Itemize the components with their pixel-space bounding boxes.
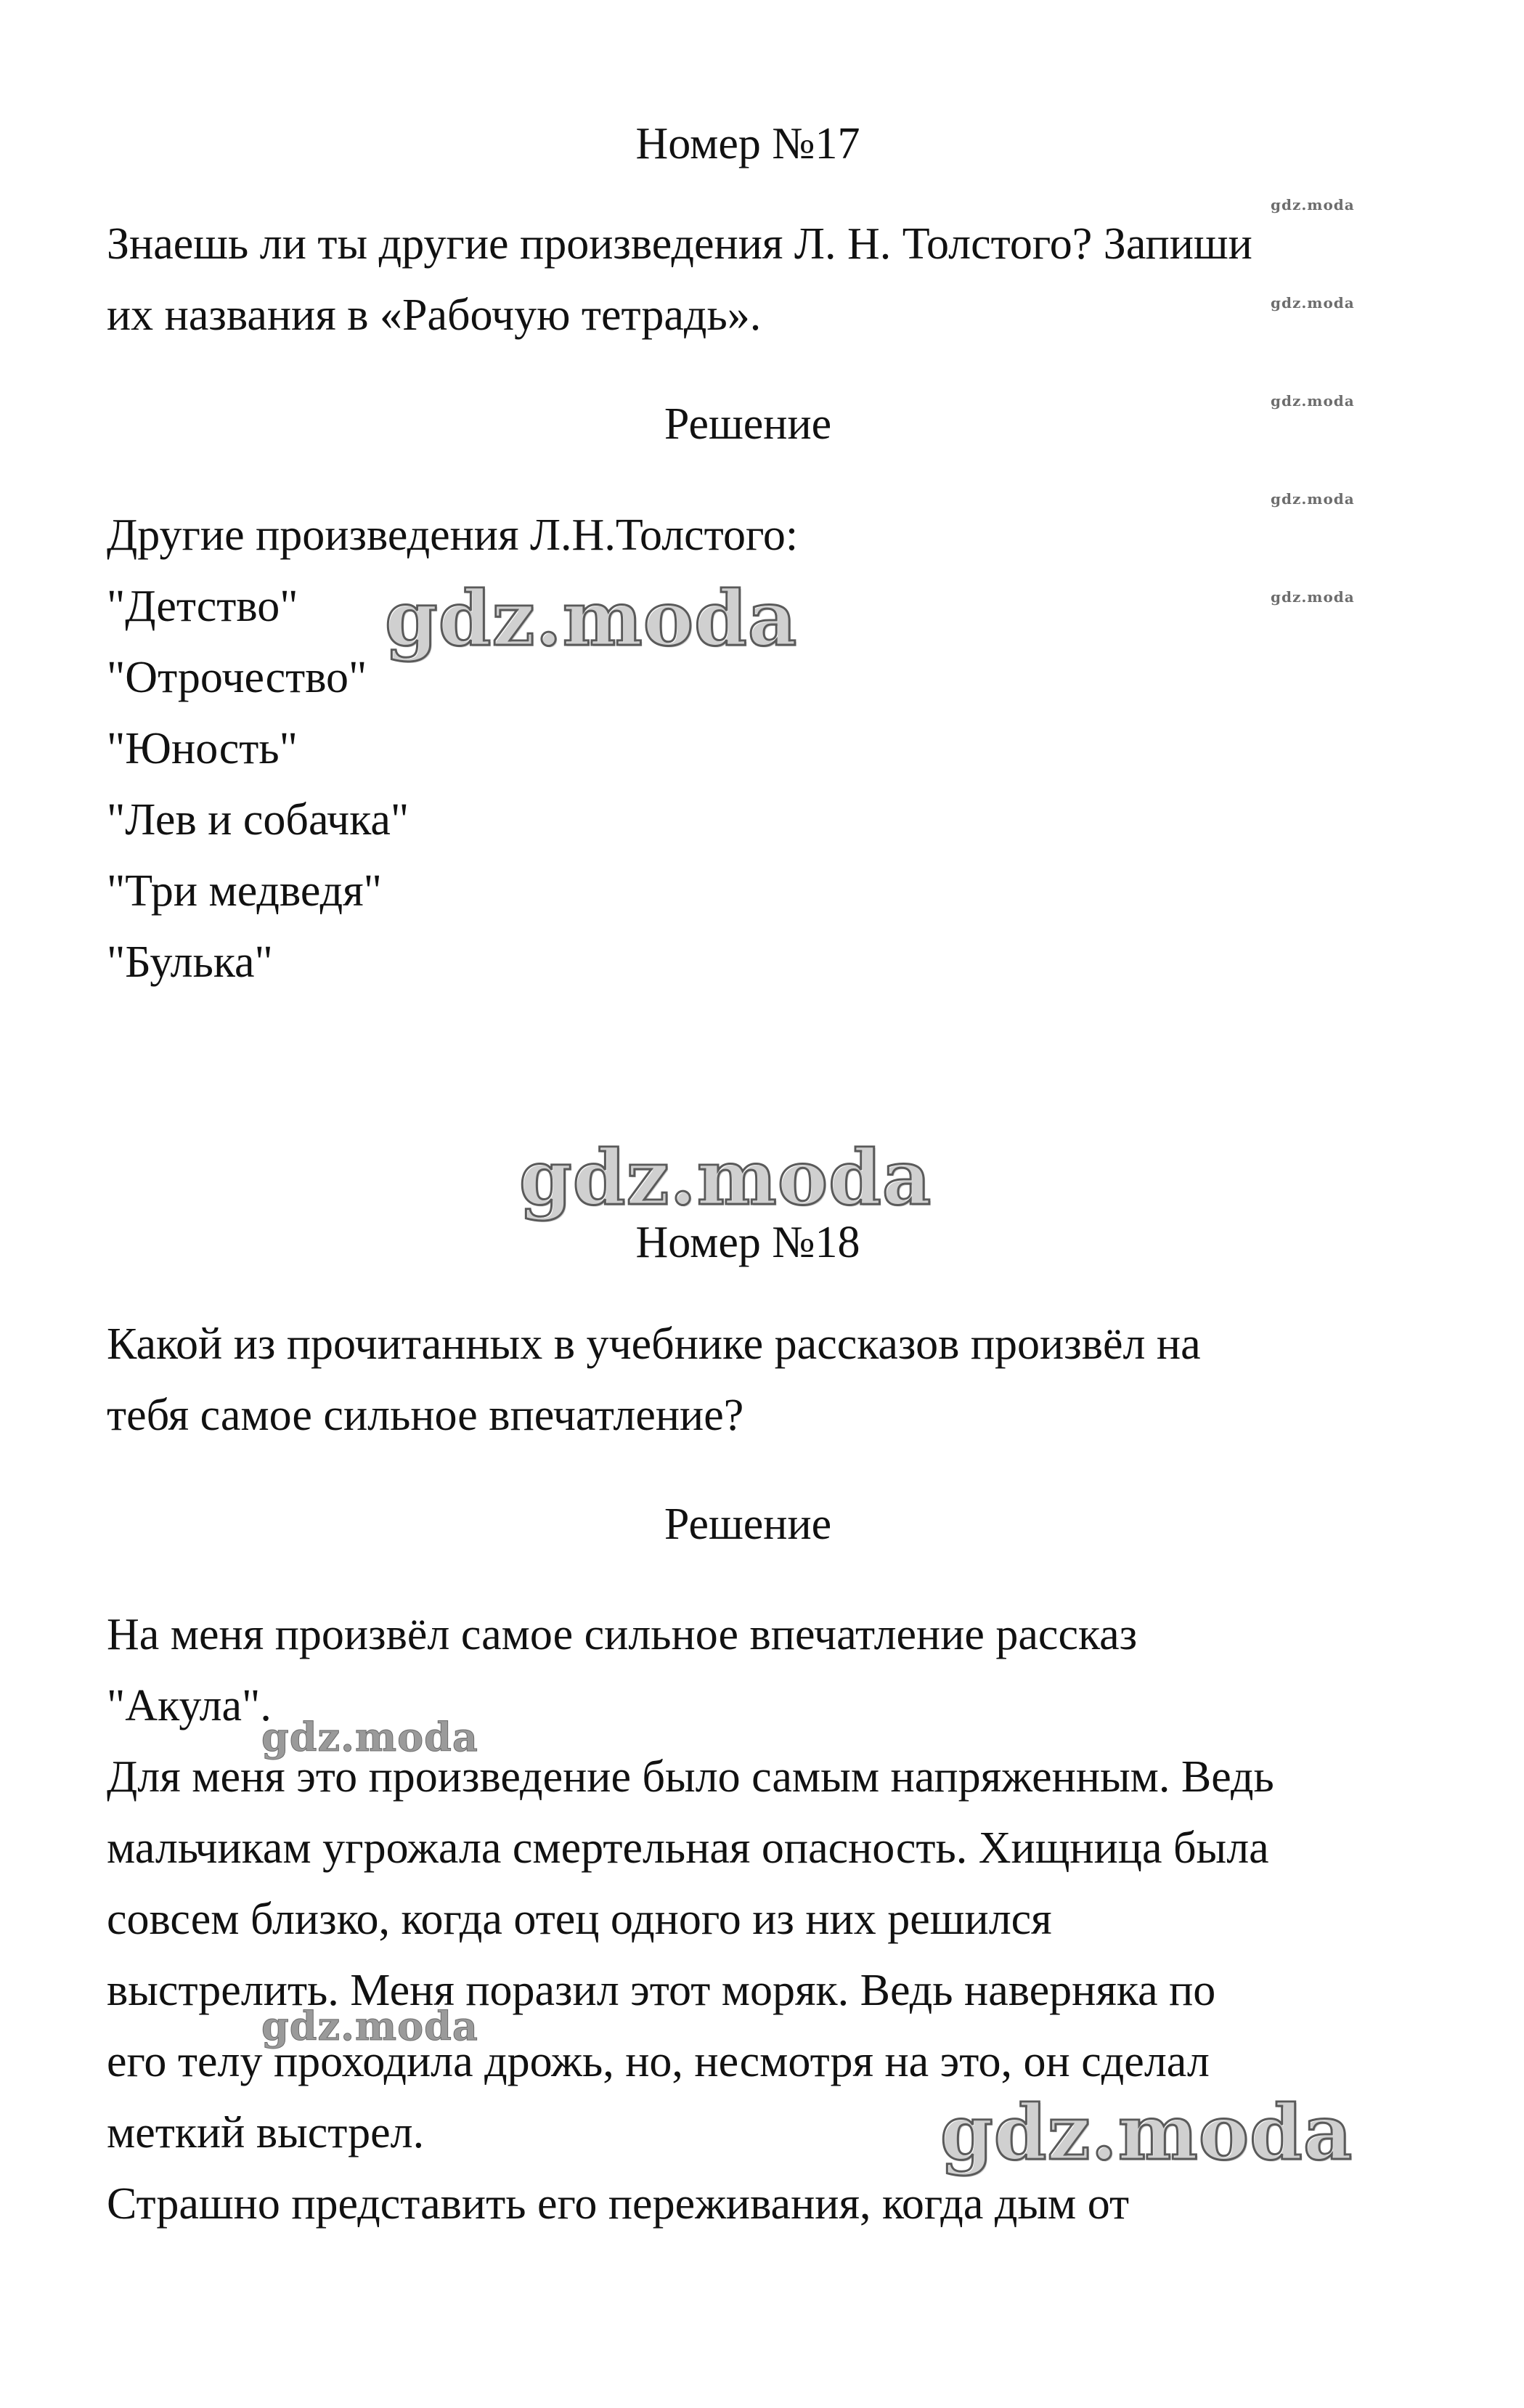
answer-line: "Акула". [107, 1681, 272, 1730]
task-17-question [107, 208, 1414, 351]
answer-line: Страшно представить его переживания, когда дым от [107, 2179, 1130, 2229]
answer-line: "Отрочество" [107, 653, 367, 702]
answer-line: "Три медведя" [107, 866, 382, 916]
task-18-question [107, 1309, 1414, 1451]
watermark-medium: gdz.moda [261, 1714, 478, 1760]
answer-line: "Лев и собачка" [107, 795, 409, 845]
task-18-title: Номер №18 [635, 1218, 860, 1267]
watermark-large: gdz.moda [940, 2088, 1353, 2177]
question-line: их названия в «Рабочую тетрадь». [107, 290, 762, 340]
task-17-solution-label: Решение [664, 399, 832, 449]
task-18-solution-label: Решение [664, 1500, 832, 1549]
answer-line: "Детство" [107, 582, 298, 631]
watermark-small: gdz.moda [1271, 294, 1355, 312]
answer-line: Для меня это произведение было самым напряженным. Ведь [107, 1752, 1274, 1802]
watermark-small: gdz.moda [1271, 490, 1355, 508]
answer-line: выстрелить. Меня поразил этот моряк. Ведь наверняка по [107, 1966, 1216, 2015]
watermark-large: gdz.moda [385, 574, 798, 663]
watermark-small: gdz.moda [1271, 196, 1355, 213]
question-line: Какой из прочитанных в учебнике рассказов произвёл на [107, 1319, 1201, 1369]
watermark-large: gdz.moda [519, 1133, 932, 1222]
answer-line: Другие произведения Л.Н.Толстого: [107, 511, 799, 560]
answer-line: совсем близко, когда отец одного из них решился [107, 1895, 1052, 1944]
watermark-small: gdz.moda [1271, 392, 1355, 410]
answer-line: "Булька" [107, 937, 273, 987]
answer-line: На меня произвёл самое сильное впечатление рассказ [107, 1610, 1138, 1659]
question-line: Знаешь ли ты другие произведения Л. Н. Толстого? Запиши [107, 219, 1252, 269]
question-line: тебя самое сильное впечатление? [107, 1391, 744, 1440]
answer-line: его телу проходила дрожь, но, несмотря на это, он сделал [107, 2037, 1210, 2086]
answer-line: меткий выстрел. [107, 2108, 425, 2157]
watermark-small: gdz.moda [1271, 588, 1355, 606]
task-17-title: Номер №17 [635, 119, 860, 168]
answer-line: мальчикам угрожала смертельная опасность. Хищница была [107, 1823, 1269, 1873]
watermark-medium: gdz.moda [261, 2003, 478, 2049]
answer-line: "Юность" [107, 724, 298, 773]
